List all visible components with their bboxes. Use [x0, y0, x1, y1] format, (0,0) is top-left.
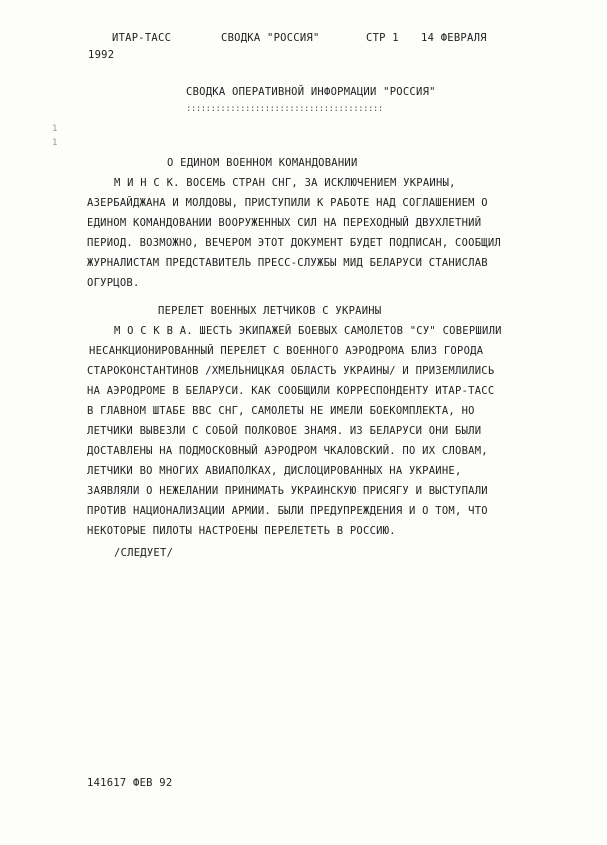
story1-line: ОГУРЦОВ.: [87, 277, 140, 289]
story2-line: ЛЕТЧИКИ ВЫВЕЗЛИ С СОБОЙ ПОЛКОВОЕ ЗНАМЯ. ИЗ БЕЛАРУСИ ОНИ БЫЛИ: [87, 425, 482, 437]
story1-heading: О ЕДИНОМ ВОЕННОМ КОМАНДОВАНИИ: [167, 157, 358, 169]
header-year: 1992: [88, 49, 115, 61]
story2-heading: ПЕРЕЛЕТ ВОЕННЫХ ЛЕТЧИКОВ С УКРАИНЫ: [158, 305, 382, 317]
story1-line: ЖУРНАЛИСТАМ ПРЕДСТАВИТЕЛЬ ПРЕСС-СЛУЖБЫ МИД БЕЛАРУСИ СТАНИСЛАВ: [87, 257, 488, 269]
header-agency: ИТАР-ТАСС: [112, 32, 172, 44]
margin-mark: 1: [52, 124, 58, 134]
story1-line: АЗЕРБАЙДЖАНА И МОЛДОВЫ, ПРИСТУПИЛИ К РАБОТЕ НАД СОГЛАШЕНИЕМ О: [87, 197, 488, 209]
story2-line: НЕСАНКЦИОНИРОВАННЫЙ ПЕРЕЛЕТ С ВОЕННОГО АЭРОДРОМА БЛИЗ ГОРОДА: [89, 345, 484, 357]
story1-line: М И Н С К. ВОСЕМЬ СТРАН СНГ, ЗА ИСКЛЮЧЕНИЕМ УКРАИНЫ,: [114, 177, 456, 189]
story2-line: НА АЭРОДРОМЕ В БЕЛАРУСИ. КАК СООБЩИЛИ КОРРЕСПОНДЕНТУ ИТАР-ТАСС: [87, 385, 495, 397]
header-page: СТР 1: [366, 32, 399, 44]
story1-line: ЕДИНОМ КОМАНДОВАНИИ ВООРУЖЕННЫХ СИЛ НА ПЕРЕХОДНЫЙ ДВУХЛЕТНИЙ: [87, 217, 482, 229]
story2-line: М О С К В А. ШЕСТЬ ЭКИПАЖЕЙ БОЕВЫХ САМОЛЕТОВ "СУ" СОВЕРШИЛИ: [114, 325, 502, 337]
story2-line: НЕКОТОРЫЕ ПИЛОТЫ НАСТРОЕНЫ ПЕРЕЛЕТЕТЬ В РОССИЮ.: [87, 525, 396, 537]
header-date: 14 ФЕВРАЛЯ: [421, 32, 487, 44]
document-title: СВОДКА ОПЕРАТИВНОЙ ИНФОРМАЦИИ "РОССИЯ": [186, 86, 436, 98]
title-underline: ::::::::::::::::::::::::::::::::::::::::: [186, 104, 383, 114]
story2-line: СТАРОКОНСТАНТИНОВ /ХМЕЛЬНИЦКАЯ ОБЛАСТЬ УКРАИНЫ/ И ПРИЗЕМЛИЛИСЬ: [87, 365, 495, 377]
story1-line: ПЕРИОД. ВОЗМОЖНО, ВЕЧЕРОМ ЭТОТ ДОКУМЕНТ БУДЕТ ПОДПИСАН, СООБЩИЛ: [87, 237, 502, 249]
footer-code: 141617 ФЕВ 92: [87, 777, 173, 789]
continued-marker: /СЛЕДУЕТ/: [114, 547, 174, 559]
story2-line: ЗАЯВЛЯЛИ О НЕЖЕЛАНИИ ПРИНИМАТЬ УКРАИНСКУЮ ПРИСЯГУ И ВЫСТУПАЛИ: [87, 485, 488, 497]
story2-line: ПРОТИВ НАЦИОНАЛИЗАЦИИ АРМИИ. БЫЛИ ПРЕДУПРЕЖДЕНИЯ И О ТОМ, ЧТО: [87, 505, 488, 517]
story2-line: В ГЛАВНОМ ШТАБЕ ВВС СНГ, САМОЛЕТЫ НЕ ИМЕЛИ БОЕКОМПЛЕКТА, НО: [87, 405, 475, 417]
story2-line: ДОСТАВЛЕНЫ НА ПОДМОСКОВНЫЙ АЭРОДРОМ ЧКАЛОВСКИЙ. ПО ИХ СЛОВАМ,: [87, 445, 488, 457]
header-bulletin: СВОДКА "РОССИЯ": [221, 32, 320, 44]
story2-line: ЛЕТЧИКИ ВО МНОГИХ АВИАПОЛКАХ, ДИСЛОЦИРОВАННЫХ НА УКРАИНЕ,: [87, 465, 462, 477]
margin-mark: 1: [52, 138, 58, 148]
